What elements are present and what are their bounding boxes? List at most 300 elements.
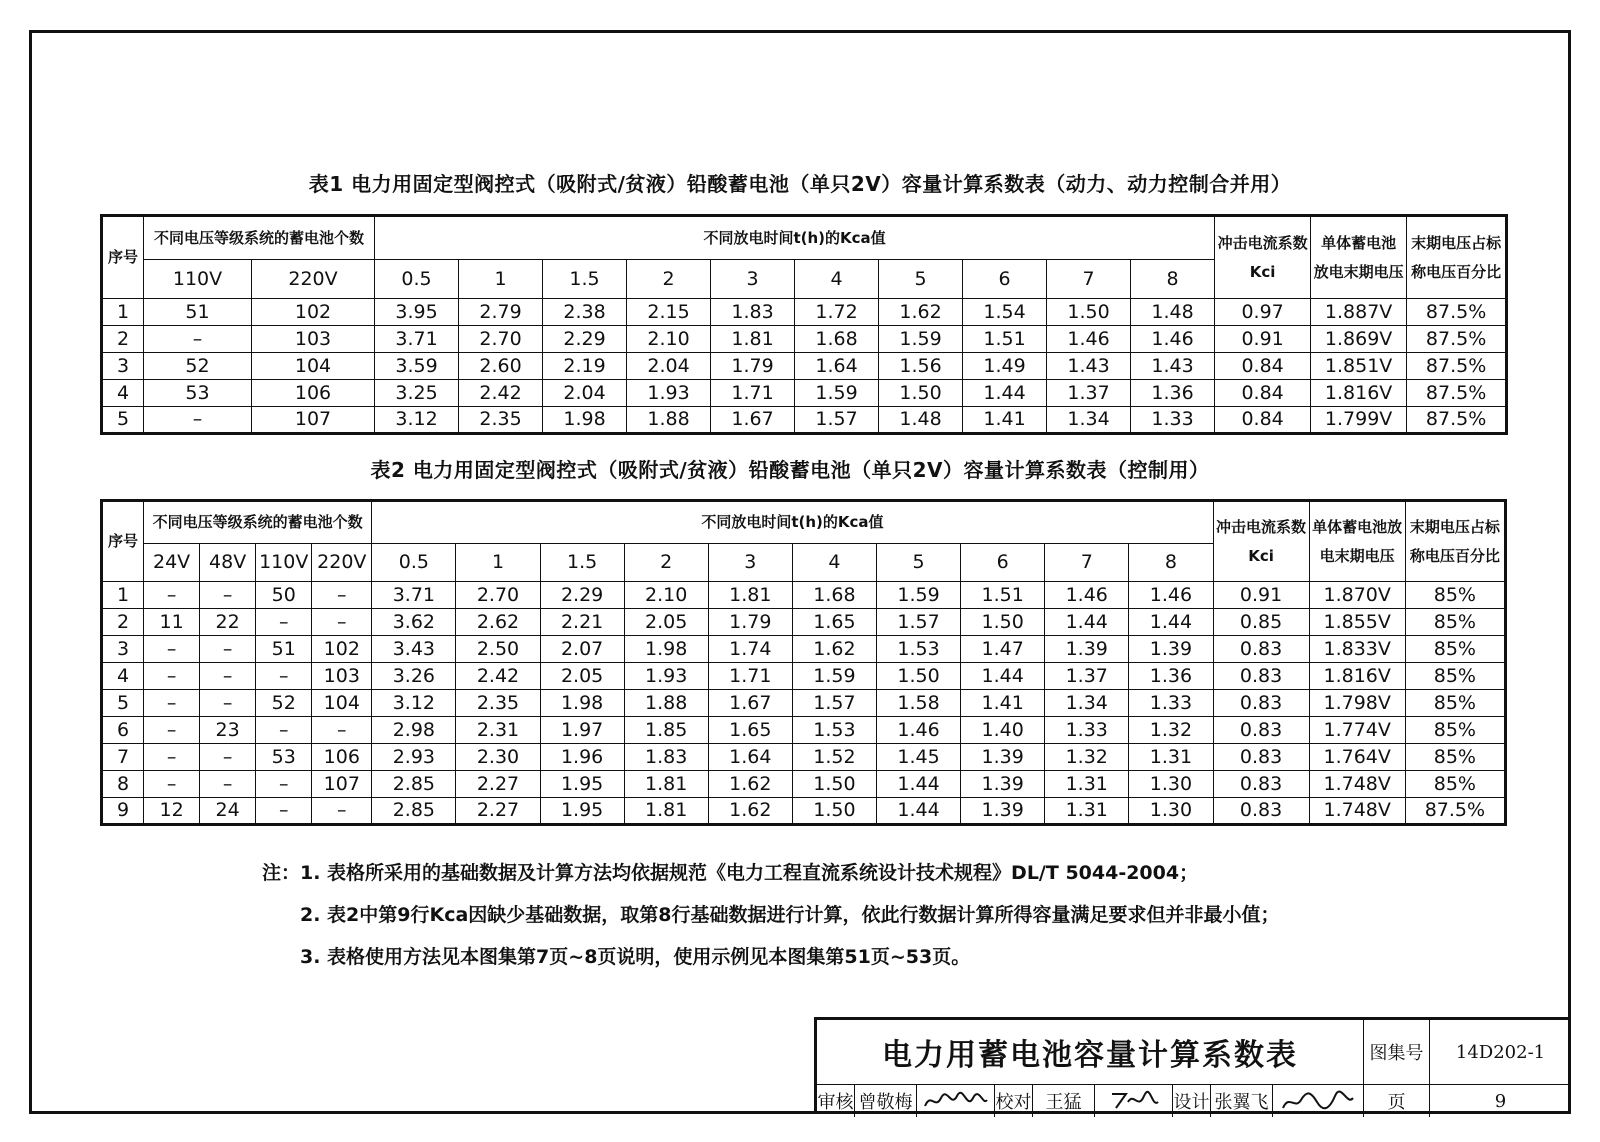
table-cell: 85% [1405,717,1505,744]
table-cell: 1.48 [879,407,963,434]
checker-name: 王猛 [1033,1085,1095,1117]
table-cell: 2.05 [624,609,708,636]
table-cell: 1.774V [1309,717,1405,744]
table-cell: 1 [102,582,144,609]
table-cell: 1.31 [1045,771,1129,798]
voltage-header: 110V [144,260,252,299]
time-header: 8 [1129,544,1213,582]
impact-coef-header: 冲击电流系数 Kci [1215,216,1311,299]
table-cell: 87.5% [1405,798,1505,825]
table-cell: 1.98 [543,407,627,434]
table-cell: 2.38 [543,299,627,326]
table-cell: 0.83 [1213,636,1309,663]
table-cell: 1.98 [624,636,708,663]
time-header: 1.5 [540,544,624,582]
table-cell: 52 [144,353,252,380]
table-cell: 9 [102,798,144,825]
check-label: 校对 [995,1085,1033,1117]
table-cell: 102 [252,299,375,326]
table-cell: 1.68 [792,582,876,609]
table-cell: 1.93 [624,663,708,690]
table-cell: 3 [102,353,144,380]
time-header: 3 [708,544,792,582]
table-cell: 1.64 [795,353,879,380]
table-cell: 2.79 [459,299,543,326]
voltage-header: 24V [144,544,200,582]
table-cell: 103 [312,663,372,690]
table-cell: 1.53 [876,636,960,663]
table-cell: 1.81 [624,798,708,825]
table-cell: 3.12 [375,407,459,434]
table-cell: 1.50 [876,663,960,690]
page-label: 页 [1364,1085,1430,1117]
table-cell: 5 [102,690,144,717]
table-cell: – [256,771,312,798]
table-cell: 1.46 [1131,326,1215,353]
reviewer-signature [917,1085,995,1117]
table-cell: 102 [312,636,372,663]
table-cell: 2.29 [543,326,627,353]
table-cell: 2.07 [540,636,624,663]
table-cell: 3.71 [375,326,459,353]
table-cell: 85% [1405,636,1505,663]
table-row [102,690,1506,717]
table-cell: 2.10 [627,326,711,353]
table-cell: 1.32 [1129,717,1213,744]
table-row [102,299,1507,326]
table-cell: 6 [102,717,144,744]
table-cell: 104 [252,353,375,380]
time-header: 4 [792,544,876,582]
count-group-header: 不同电压等级系统的蓄电池个数 [144,501,372,544]
table-cell: 1.34 [1045,690,1129,717]
table-cell: 1.93 [627,380,711,407]
voltage-header: 110V [256,544,312,582]
voltage-header: 48V [200,544,256,582]
table-cell: 1.30 [1129,798,1213,825]
time-header: 0.5 [372,544,456,582]
table-cell: 1.44 [876,771,960,798]
table-cell: 3 [102,636,144,663]
table-cell: – [144,771,200,798]
table-cell: – [200,636,256,663]
table-cell: 87.5% [1407,353,1507,380]
table-cell: 0.84 [1215,380,1311,407]
table-cell: – [312,798,372,825]
table-cell: 2.35 [459,407,543,434]
kca-group-header: 不同放电时间t(h)的Kca值 [372,501,1213,544]
seq-header: 序号 [102,501,144,582]
table-cell: 1.36 [1129,663,1213,690]
table-cell: 1.44 [1045,609,1129,636]
table-cell: – [200,771,256,798]
table-cell: 12 [144,798,200,825]
table-row [102,663,1506,690]
table-row [102,798,1506,825]
table-cell: 2.29 [540,582,624,609]
table-cell: 3.62 [372,609,456,636]
table-cell: 23 [200,717,256,744]
table-cell: 1.39 [1129,636,1213,663]
table-row [102,609,1506,636]
table-cell: 1.869V [1311,326,1407,353]
voltage-header: 220V [312,544,372,582]
table-cell: 1.62 [879,299,963,326]
table-cell: 87.5% [1407,299,1507,326]
table-cell: 1.32 [1045,744,1129,771]
table-cell: 0.85 [1213,609,1309,636]
kca-group-header: 不同放电时间t(h)的Kca值 [375,216,1215,260]
table-cell: 1.71 [708,663,792,690]
table-cell: 1.50 [792,771,876,798]
table-cell: 2.42 [459,380,543,407]
atlas-label: 图集号 [1364,1020,1430,1085]
table-cell: 2.85 [372,771,456,798]
table-cell: 2.27 [456,798,540,825]
table-cell: 1.37 [1045,663,1129,690]
table-cell: 1.95 [540,798,624,825]
table-cell: 0.83 [1213,771,1309,798]
table-cell: 1.39 [961,798,1045,825]
table-cell: 87.5% [1407,407,1507,434]
table-cell: 1.81 [708,582,792,609]
table-cell: 2.93 [372,744,456,771]
table-cell: 2 [102,609,144,636]
table-cell: 0.83 [1213,690,1309,717]
table-cell: – [312,609,372,636]
table-cell: 1.39 [961,771,1045,798]
table1 [100,214,1508,435]
table-row [102,380,1507,407]
table-cell: 1.748V [1309,798,1405,825]
table-cell: 2.05 [540,663,624,690]
table-cell: 2.10 [624,582,708,609]
table-cell: 0.97 [1215,299,1311,326]
table-cell: – [144,582,200,609]
table-cell: 2.04 [543,380,627,407]
table-cell: 8 [102,771,144,798]
table-cell: 1.57 [792,690,876,717]
table-row [102,407,1507,434]
table-cell: 4 [102,663,144,690]
table-cell: 107 [312,771,372,798]
table-cell: 0.84 [1215,353,1311,380]
table-cell: 0.83 [1213,798,1309,825]
table-cell: 4 [102,380,144,407]
table-cell: 53 [256,744,312,771]
table-cell: 1.48 [1131,299,1215,326]
table-cell: 104 [312,690,372,717]
checker-signature [1095,1085,1173,1117]
table-cell: 0.84 [1215,407,1311,434]
table-cell: 1.31 [1129,744,1213,771]
table-cell: 1.64 [708,744,792,771]
table-cell: 1.62 [708,798,792,825]
table-cell: 0.91 [1213,582,1309,609]
end-voltage-pct-header: 末期电压占标 称电压百分比 [1405,501,1505,582]
table-cell: 11 [144,609,200,636]
time-header: 5 [876,544,960,582]
table-cell: – [144,407,252,434]
table-cell: 1.44 [876,798,960,825]
time-header: 2 [627,260,711,299]
table-cell: 1.59 [795,380,879,407]
time-header: 1.5 [543,260,627,299]
time-header: 5 [879,260,963,299]
table-cell: – [144,690,200,717]
table-cell: 1.37 [1047,380,1131,407]
table1-caption: 表1 电力用固定型阀控式（吸附式/贫液）铅酸蓄电池（单只2V）容量计算系数表（动力、动力控制合并用） [308,172,1292,196]
table-cell: – [256,798,312,825]
table-cell: 1.46 [1129,582,1213,609]
table-cell: 1.71 [711,380,795,407]
table-cell: – [200,582,256,609]
table-cell: 2.27 [456,771,540,798]
table-cell: – [312,717,372,744]
table-cell: – [256,717,312,744]
table-cell: 5 [102,407,144,434]
table-cell: 1.59 [876,582,960,609]
table-cell: 2.30 [456,744,540,771]
table-cell: – [256,609,312,636]
table-cell: 1.47 [961,636,1045,663]
time-header: 1 [456,544,540,582]
note-1: 注：1. 表格所采用的基础数据及计算方法均依据规范《电力工程直流系统设计技术规程》DL/T 5044-2004； [262,862,1199,884]
table-cell: 107 [252,407,375,434]
table-cell: 85% [1405,690,1505,717]
table-cell: 2.19 [543,353,627,380]
table-cell: 1.43 [1131,353,1215,380]
table-cell: 1.41 [961,690,1045,717]
table-cell: – [200,663,256,690]
table-cell: 0.83 [1213,717,1309,744]
table-cell: – [312,582,372,609]
table-cell: 1.83 [711,299,795,326]
table-cell: 1.33 [1045,717,1129,744]
table-row [102,582,1506,609]
table-cell: 85% [1405,744,1505,771]
table-cell: 2.15 [627,299,711,326]
table-cell: 1.81 [624,771,708,798]
table-cell: 3.26 [372,663,456,690]
table-cell: 87.5% [1407,380,1507,407]
table-cell: 1.88 [624,690,708,717]
table-cell: 2.04 [627,353,711,380]
table-cell: 1.83 [624,744,708,771]
table-cell: 3.59 [375,353,459,380]
table-cell: 1.72 [795,299,879,326]
atlas-number: 14D202-1 [1430,1020,1571,1085]
count-group-header: 不同电压等级系统的蓄电池个数 [144,216,375,260]
table-cell: 1.44 [961,663,1045,690]
table-cell: 1.50 [1047,299,1131,326]
table-cell: 1.39 [961,744,1045,771]
table-cell: 24 [200,798,256,825]
table-cell: 1.81 [711,326,795,353]
time-header: 6 [963,260,1047,299]
table-cell: 1.85 [624,717,708,744]
table-cell: 1 [102,299,144,326]
table-cell: 1.887V [1311,299,1407,326]
table-cell: 0.91 [1215,326,1311,353]
table-cell: 2.50 [456,636,540,663]
table-cell: 1.34 [1047,407,1131,434]
table-cell: 1.97 [540,717,624,744]
table-cell: 1.39 [1045,636,1129,663]
table-cell: – [256,663,312,690]
drawing-title: 电力用蓄电池容量计算系数表 [817,1020,1364,1085]
time-header: 0.5 [375,260,459,299]
table-cell: 1.96 [540,744,624,771]
table-cell: 1.33 [1129,690,1213,717]
voltage-header: 220V [252,260,375,299]
table-row [102,771,1506,798]
table-cell: 1.65 [708,717,792,744]
table-row [102,353,1507,380]
table-cell: 3.95 [375,299,459,326]
table-cell: 22 [200,609,256,636]
table-cell: 2.98 [372,717,456,744]
table2 [100,499,1507,826]
table-cell: 1.33 [1131,407,1215,434]
table-cell: 1.54 [963,299,1047,326]
table-cell: 1.57 [795,407,879,434]
table-cell: 1.40 [961,717,1045,744]
designer-signature [1273,1085,1364,1117]
design-label: 设计 [1173,1085,1211,1117]
table-cell: 1.46 [1047,326,1131,353]
review-label: 审核 [817,1085,855,1117]
table-cell: 3.25 [375,380,459,407]
table-cell: – [144,744,200,771]
table-cell: 1.43 [1047,353,1131,380]
table-cell: 1.816V [1309,663,1405,690]
table-cell: 2.35 [456,690,540,717]
table-cell: 0.83 [1213,744,1309,771]
note-3: 3. 表格使用方法见本图集第7页~8页说明，使用示例见本图集第51页~53页。 [300,946,971,968]
table-cell: 1.45 [876,744,960,771]
table-cell: 1.50 [961,609,1045,636]
table-cell: 87.5% [1407,326,1507,353]
table-cell: – [144,663,200,690]
table-row [102,717,1506,744]
table-cell: 1.67 [708,690,792,717]
table-cell: 1.95 [540,771,624,798]
table-cell: 106 [312,744,372,771]
table-cell: 85% [1405,663,1505,690]
table2-caption: 表2 电力用固定型阀控式（吸附式/贫液）铅酸蓄电池（单只2V）容量计算系数表（控制用） [370,458,1210,482]
table-cell: – [144,636,200,663]
table-cell: 1.855V [1309,609,1405,636]
table-cell: 1.79 [708,609,792,636]
reviewer-name: 曾敬梅 [855,1085,917,1117]
table-cell: 1.98 [540,690,624,717]
table-cell: 1.44 [963,380,1047,407]
table-cell: 50 [256,582,312,609]
table-cell: 1.46 [1045,582,1129,609]
table-cell: – [200,744,256,771]
title-block [814,1017,1571,1114]
designer-name: 张翼飞 [1211,1085,1273,1117]
table-cell: 3.43 [372,636,456,663]
table-cell: 1.68 [795,326,879,353]
table-cell: 1.62 [708,771,792,798]
time-header: 4 [795,260,879,299]
table-cell: 1.59 [792,663,876,690]
table-cell: 1.833V [1309,636,1405,663]
seq-header: 序号 [102,216,144,299]
table-cell: 1.748V [1309,771,1405,798]
table-cell: 1.49 [963,353,1047,380]
table-cell: 1.41 [963,407,1047,434]
table-cell: 1.44 [1129,609,1213,636]
table-cell: 1.851V [1311,353,1407,380]
table-cell: 1.79 [711,353,795,380]
table-cell: 2.85 [372,798,456,825]
table-cell: 1.59 [879,326,963,353]
notes [262,858,1280,984]
table-cell: 103 [252,326,375,353]
table-cell: 1.74 [708,636,792,663]
table-cell: 3.12 [372,690,456,717]
table-cell: 1.52 [792,744,876,771]
table-cell: 1.57 [876,609,960,636]
table-cell: 1.764V [1309,744,1405,771]
table-cell: 85% [1405,582,1505,609]
time-header: 1 [459,260,543,299]
table-cell: 1.88 [627,407,711,434]
table-cell: 53 [144,380,252,407]
time-header: 7 [1045,544,1129,582]
table-cell: 2.62 [456,609,540,636]
table-cell: 2.21 [540,609,624,636]
table-cell: 3.71 [372,582,456,609]
table-cell: 1.62 [792,636,876,663]
table-cell: 0.83 [1213,663,1309,690]
end-voltage-header: 单体蓄电池放 电末期电压 [1309,501,1405,582]
table-cell: 85% [1405,771,1505,798]
time-header: 2 [624,544,708,582]
table-cell: 1.58 [876,690,960,717]
table-cell: 2.70 [456,582,540,609]
table-cell: 2.42 [456,663,540,690]
table-cell: 1.56 [879,353,963,380]
table-cell: 106 [252,380,375,407]
table-cell: 1.50 [879,380,963,407]
time-header: 6 [961,544,1045,582]
time-header: 8 [1131,260,1215,299]
table-row [102,326,1507,353]
end-voltage-pct-header: 末期电压占标 称电压百分比 [1407,216,1507,299]
table-cell: – [144,326,252,353]
table-cell: 1.50 [792,798,876,825]
end-voltage-header: 单体蓄电池 放电末期电压 [1311,216,1407,299]
table-cell: 1.30 [1129,771,1213,798]
page-number: 9 [1494,1090,1507,1112]
table-cell: 1.46 [876,717,960,744]
table-cell: 85% [1405,609,1505,636]
table-row [102,636,1506,663]
table-cell: 1.798V [1309,690,1405,717]
table-cell: 1.65 [792,609,876,636]
table-cell: 1.816V [1311,380,1407,407]
table-cell: 1.51 [961,582,1045,609]
table-cell: – [200,690,256,717]
table-cell: 1.870V [1309,582,1405,609]
table-cell: 1.31 [1045,798,1129,825]
table-cell: 2.60 [459,353,543,380]
time-header: 3 [711,260,795,299]
